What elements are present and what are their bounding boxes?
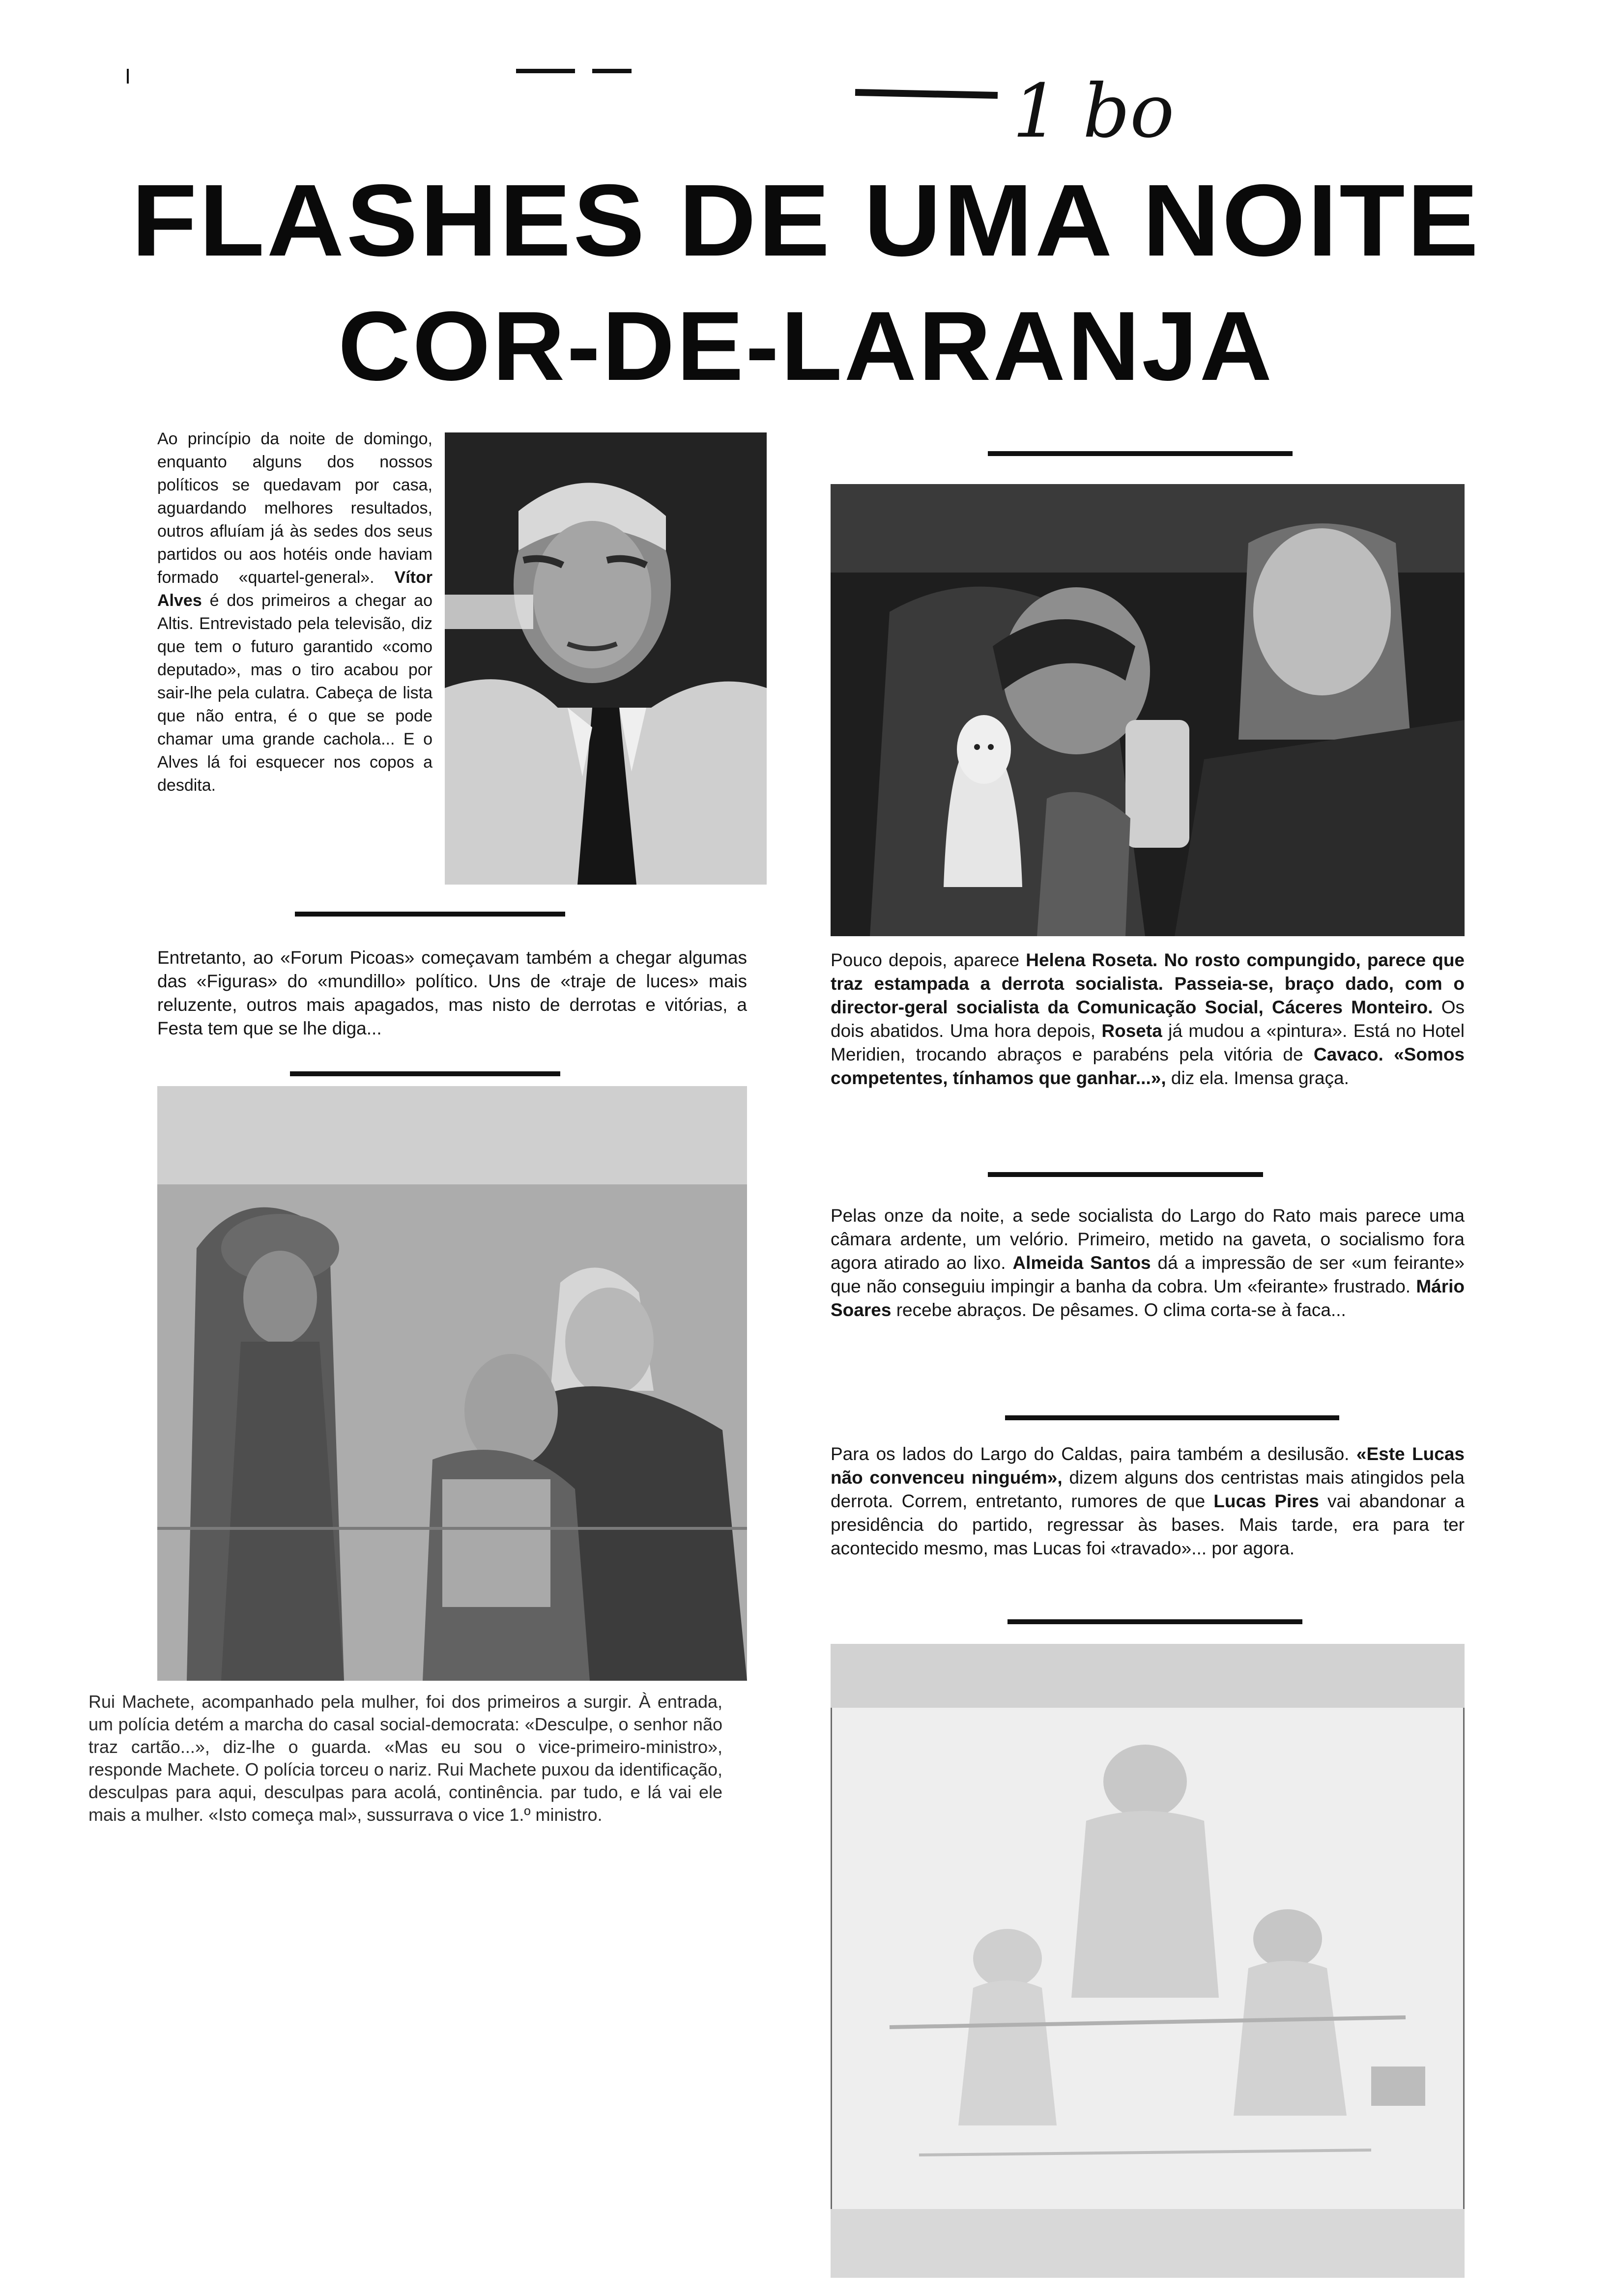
- headline-line-2: COR-DE-LARANJA: [338, 291, 1274, 401]
- top-mark-1: [516, 69, 575, 73]
- photo-machete: [157, 1086, 747, 1681]
- divider-roseta: [988, 1172, 1263, 1177]
- caldas-quote: «Este Lucas não convenceu ninguém»,: [831, 1444, 1465, 1488]
- roseta-text-3: Os dois abatidos. Uma hora depois,: [831, 997, 1465, 1041]
- rato-text-2: dá a impressão de ser «um feirante» que não conseguiu impingir a banha da cobra. Um «feirante» frustrado.: [831, 1253, 1465, 1296]
- name-lucas-pires: Lucas Pires: [1213, 1491, 1319, 1511]
- photo-machete-image: [157, 1086, 747, 1681]
- headline-line-1: FLASHES DE UMA NOITE: [131, 164, 1481, 278]
- intro-text: Ao princípio da noite de domingo, enquanto alguns dos nossos políticos se quedavam por casa, aguardando melhores resultados, outros afluíam já às sedes dos seus partidos ou aos hotéis onde haviam formado «quartel-general».: [157, 430, 432, 587]
- margin-tick: [127, 69, 129, 84]
- photo-vitor-alves: [445, 432, 767, 885]
- name-mario-soares: Mário Soares: [831, 1276, 1465, 1320]
- rato-text-1: Pelas onze da noite, a sede socialista do Largo do Rato mais parece uma câmara ardente, um velório. Primeiro, metido na gaveta, o socialismo fora agora atirado ao lixo.: [831, 1205, 1465, 1273]
- roseta-text-1: Pouco depois, aparece: [831, 950, 1020, 970]
- intro-paragraph: [157, 428, 432, 797]
- handwritten-mark: 1 bo: [1012, 69, 1175, 154]
- name-cavaco: Cavaco.: [1313, 1044, 1383, 1064]
- caldas-text-2: dizem alguns dos centristas mais atingidos pela derrota. Correm, entretanto, rumores de que: [831, 1467, 1465, 1511]
- divider-right-top: [988, 451, 1293, 456]
- name-roseta: Roseta: [1101, 1021, 1162, 1041]
- divider-caldas: [1008, 1619, 1302, 1624]
- roseta-end: diz ela. Imensa graça.: [1171, 1068, 1349, 1088]
- divider-intro: [295, 912, 565, 917]
- intro-rest-text: é dos primeiros a chegar ao Altis. Entrevistado pela televisão, diz que tem o futuro garantido «como deputado», mas o tiro acabou por sair-lhe pela culatra. Cabeça de lista que não entra, é o que se pode chamar uma grande cachola... E o Alves lá foi esquecer nos copos a desdita.: [157, 591, 432, 795]
- roseta-paragraph: [831, 948, 1465, 1090]
- photo-caldas: [831, 1644, 1465, 2278]
- name-caceres-monteiro: Cáceres Monteiro.: [1271, 997, 1433, 1017]
- photo-helena-roseta: [831, 484, 1465, 936]
- top-mark-3: [855, 89, 998, 99]
- divider-forum: [290, 1071, 560, 1076]
- machete-caption: Rui Machete, acompanhado pela mulher, foi dos primeiros a surgir. À entrada, um polícia detém a marcha do casal social-democrata: «Desculpe, o senhor não traz cartão...», diz-lhe o guarda. «Mas eu sou o vice-primeiro-ministro», responde Machete. O polícia torceu o nariz. Rui Machete puxou da identificação, desculpas para aqui, desculpas para acolá, continência. par tudo, e lá vai ele mais a mulher. «Isto começa mal», sussurrava o vice 1.º ministro.: [88, 1692, 722, 1825]
- rato-paragraph: [831, 1204, 1465, 1322]
- roseta-quote: «Somos competentes, tínhamos que ganhar...»,: [831, 1044, 1465, 1088]
- forum-paragraph: Entretanto, ao «Forum Picoas» começavam também a chegar algumas das «Figuras» do «mundillo» político. Uns de «traje de luces» mais reluzente, outros mais apagados, mas nisto de derrotas e vitórias, a Festa tem que se lhe diga...: [157, 947, 747, 1038]
- photo-helena-roseta-image: [831, 484, 1465, 936]
- rato-text-3: recebe abraços. De pêsames. O clima corta-se à faca...: [896, 1300, 1346, 1320]
- roseta-text-2: No rosto compungido, parece que traz estampada a derrota socialista. Passeia-se, braço dado, com o director-geral socialista da Comunicação Social,: [831, 950, 1465, 1017]
- caldas-text-1: Para os lados do Largo do Caldas, paira também a desilusão.: [831, 1444, 1350, 1464]
- caldas-text-3: vai abandonar a presidência do partido, regressar às bases. Mais tarde, era para ter acontecido mesmo, mas Lucas foi «travado»... por agora.: [831, 1491, 1465, 1558]
- name-vitor-alves: Vítor Alves: [157, 568, 432, 610]
- top-mark-2: [592, 69, 632, 73]
- caldas-paragraph: [831, 1442, 1465, 1560]
- name-helena-roseta: Helena Roseta.: [1026, 950, 1158, 970]
- divider-rato: [1005, 1415, 1339, 1420]
- photo-vitor-alves-image: [445, 432, 767, 885]
- photo-caldas-image: [831, 1644, 1465, 2278]
- name-almeida-santos: Almeida Santos: [1012, 1253, 1151, 1273]
- roseta-text-4: já mudou a «pintura». Está no Hotel Meridien, trocando abraços e parabéns pela vitória de: [831, 1021, 1465, 1064]
